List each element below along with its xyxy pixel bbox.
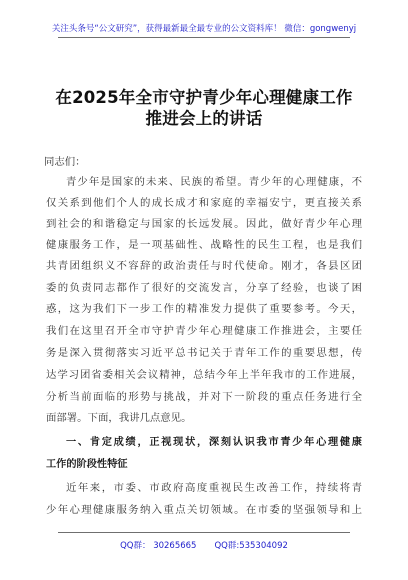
body-line: 健康服务工作，是一项基础性、战略性的民生工程，也是我们 xyxy=(46,239,362,251)
body-line: 面部署。下面，我讲几点意见。 xyxy=(46,412,192,424)
body-line: 务是深入贯彻落实习近平总书记关于青年工作的重要思想，传 xyxy=(46,347,362,359)
body-line: 仅关系到他们个人的成长成才和家庭的幸福安宁，更直接关系 xyxy=(46,197,362,209)
body-line: 达学习团省委相关会议精神，总结今年上半年我市的工作进展， xyxy=(46,369,362,381)
body-line: 分析当前面临的形势与挑战，并对下一阶段的重点任务进行全 xyxy=(46,391,362,403)
body-line: 到社会的和谐稳定与国家的长远发展。因此，做好青少年心理 xyxy=(46,218,362,230)
document-title-line-1: 在2025年全市守护青少年心理健康工作 xyxy=(55,88,353,107)
footer-qq-group-2: QQ群:535304092 xyxy=(214,541,288,551)
section-heading-line-2: 工作的阶段性特征 xyxy=(46,459,128,470)
body-line: 我们在这里召开全市守护青少年心理健康工作推进会，主要任 xyxy=(46,325,362,337)
body-line: 惑，这为我们下一步工作的精准发力提供了重要参考。今天， xyxy=(46,303,362,315)
footer-divider xyxy=(58,532,350,533)
body-line: 委的负责同志都作了很好的交流发言，分享了经验，也谈了困 xyxy=(46,282,362,294)
body-line: 共青团组织义不容辞的政治责任与时代使命。刚才，各县区团 xyxy=(46,260,362,272)
header-divider xyxy=(58,37,350,38)
section-heading-line-1: 一、肯定成绩，正视现状，深刻认识我市青少年心理健康 xyxy=(66,437,362,448)
document-title-line-2: 推进会上的讲话 xyxy=(145,109,263,128)
body-line: 少年心理健康服务纳入重点关切领域。在市委的坚强领导和上 xyxy=(46,504,362,516)
body-line: 近年来，市委、市政府高度重视民生改善工作，持续将青 xyxy=(66,482,362,494)
salutation: 同志们： xyxy=(44,156,86,168)
footer-qq-group-1: QQ群： 30265665 xyxy=(120,541,197,551)
footer xyxy=(0,539,408,551)
header-banner: 关注头条号“公文研究”，获得最新最全最专业的公文资料库！ 微信：gongwenyj xyxy=(51,24,357,34)
body-line: 青少年是国家的未来、民族的希望。青少年的心理健康，不 xyxy=(66,176,362,188)
